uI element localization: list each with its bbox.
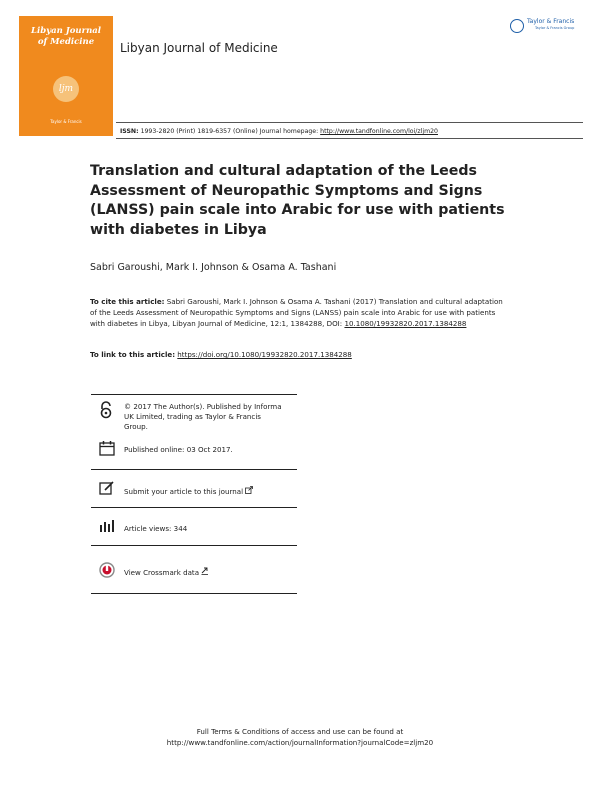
meta-divider [91, 394, 297, 395]
cite-text: Sabri Garoushi, Mark I. Johnson & Osama A. Tashani (2017) Translation and cultural adaptation of the Leeds Assessment of Neuropathic Symptoms and Signs (LANSS) pain scale into Arabic for use with patients with diabetes in Libya, Libyan Journal of Medicine, 12:1, 1384288, DOI: [90, 297, 503, 329]
crossmark-icon [99, 562, 115, 578]
published-date: Published online: 03 Oct 2017. [124, 445, 233, 454]
publisher-logo-text: Taylor & Francis [527, 18, 575, 25]
crossmark-text: View Crossmark data [124, 568, 200, 577]
external-link-icon [201, 567, 209, 575]
citation-block [90, 296, 510, 330]
submit-article-text: Submit your article to this journal [124, 487, 244, 496]
link-label: To link to this article: [90, 350, 176, 359]
journal-name: Libyan Journal of Medicine [120, 41, 278, 55]
meta-divider [91, 545, 297, 546]
article-doi-link[interactable]: https://doi.org/10.1080/19932820.2017.1384288 [177, 350, 352, 359]
article-title: Translation and cultural adaptation of the Leeds Assessment of Neuropathic Symptoms and Signs (LANSS) pain scale into Arabic for use with patients with diabetes in Libya [90, 163, 505, 238]
cite-label: To cite this article: [90, 297, 165, 306]
issn-text: 1993-2820 (Print) 1819-6357 (Online) Journal homepage: [140, 128, 319, 135]
footer-terms-link[interactable]: http://www.tandfonline.com/action/journalInformation?journalCode=zljm20 [166, 738, 434, 747]
edit-icon [99, 480, 115, 496]
meta-divider [91, 469, 297, 470]
open-access-line3: Group. [124, 422, 148, 431]
issn-line [120, 128, 438, 135]
open-access-text [124, 402, 282, 432]
meta-divider [91, 593, 297, 594]
publisher-logo[interactable] [510, 17, 582, 35]
article-views: Article views: 344 [124, 524, 188, 533]
article-link-line [90, 350, 352, 359]
open-access-icon [99, 401, 113, 419]
cover-logo: ljm [53, 76, 79, 102]
cite-doi-link[interactable]: 10.1080/19932820.2017.1384288 [344, 319, 467, 329]
cover-title [19, 26, 113, 48]
submit-article-link[interactable] [124, 486, 253, 497]
publisher-logo-subtext: Taylor & Francis Group [535, 26, 575, 30]
journal-homepage-link[interactable]: http://www.tandfonline.com/loi/zljm20 [320, 128, 438, 135]
journal-cover [19, 16, 113, 136]
crossmark-link[interactable] [124, 567, 209, 578]
article-authors: Sabri Garoushi, Mark I. Johnson & Osama A. Tashani [90, 262, 337, 273]
open-access-line1: © 2017 The Author(s). Published by Informa [124, 402, 282, 411]
header-divider [116, 122, 583, 123]
meta-divider [91, 507, 297, 508]
cover-title-line1: Libyan Journal [30, 26, 101, 36]
open-access-line2: UK Limited, trading as Taylor & Francis [124, 412, 261, 421]
cover-publisher: Taylor & Francis [50, 119, 82, 124]
footer-terms: Full Terms & Conditions of access and use can be found at [196, 727, 404, 736]
external-link-icon [245, 486, 253, 494]
issn-label: ISSN: [120, 128, 139, 135]
cover-title-line2: of Medicine [37, 37, 95, 47]
publisher-logo-icon [510, 19, 524, 33]
calendar-icon [99, 440, 115, 456]
header-divider-bottom [116, 138, 583, 139]
bar-chart-icon [99, 519, 115, 533]
